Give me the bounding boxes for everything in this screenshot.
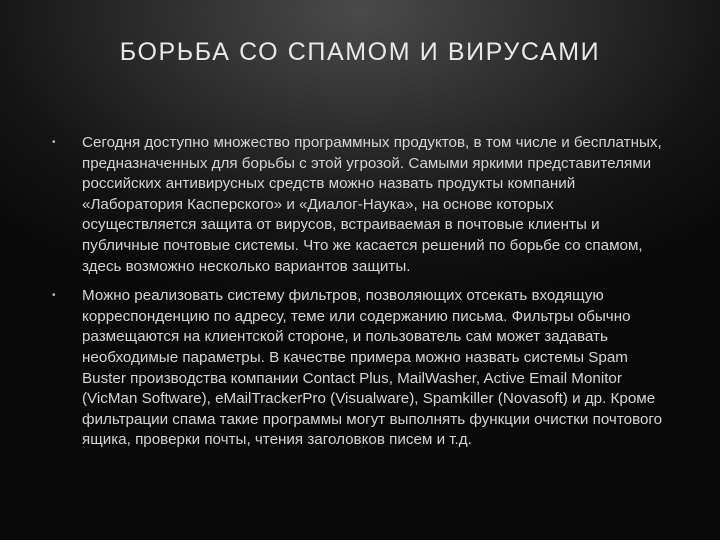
slide-title: БОРЬБА СО СПАМОМ И ВИРУСАМИ — [119, 38, 601, 66]
bullet-item — [52, 286, 672, 451]
bullet-text: Сегодня доступно множество программных продуктов, в том числе и бесплатных, предназначенных для борьбы с этой угрозой. Самыми яркими представителями российских антивирусных средств можно назвать продукты компаний «Лаборатория Касперского» и «Диалог-Наука», на основе которых осуществляется защита от вирусов, встраиваемая в почтовые клиенты и публичные почтовые системы. Что же касается решений по борьбе со спамом, здесь возможно несколько вариантов защиты. — [82, 134, 662, 275]
bullet-text: Можно реализовать систему фильтров, позволяющих отсекать входящую корреспонденцию по адресу, теме или содержанию письма. Фильтры обычно размещаются на клиентской стороне, и пользователь сам может задавать необходимые параметры. В качестве примера можно назвать системы Spam Buster производства компании Contact Plus, MailWasher, Active Email Monitor (VicMan Software), eMailTrackerPro (Visualware), Spamkiller (Novasoft) и др. Кроме фильтрации спама такие программы могут выполнять функции очистки почтового ящика, проверки почты, чтения заголовков писем и т.д. — [82, 287, 663, 449]
bullet-item — [52, 133, 672, 277]
bullet-list — [52, 133, 672, 460]
bullet-marker: • — [52, 137, 56, 148]
bullet-marker: • — [52, 290, 56, 302]
